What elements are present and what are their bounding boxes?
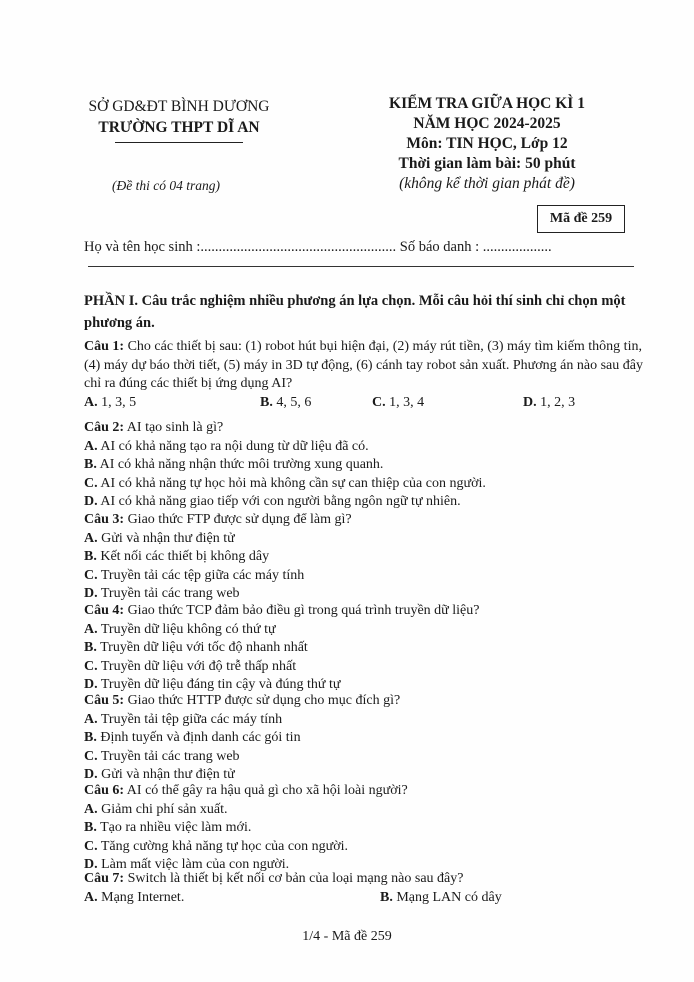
question-number: Câu 2:: [84, 420, 125, 435]
option-d: D. 1, 2, 3: [523, 394, 576, 410]
question-3: [84, 511, 644, 604]
question-7: [84, 870, 644, 908]
student-info-line: Họ và tên học sinh :...................................................... Số báo danh : ...................: [84, 239, 552, 255]
question-stem: AI có thể gây ra hậu quả gì cho xã hội loài người?: [126, 783, 408, 798]
option-b: B. Kết nối các thiết bị không dây: [84, 549, 270, 564]
option-c: C. AI có khả năng tự học hỏi mà không cần sự can thiệp của con người.: [84, 475, 486, 491]
option-a: A. Giảm chi phí sản xuất.: [84, 801, 228, 817]
option-b: B. Truyền dữ liệu với tốc độ nhanh nhất: [84, 640, 308, 655]
option-b: B. Định tuyến và định danh các gói tin: [84, 730, 301, 745]
option-b: B. 4, 5, 6: [260, 394, 312, 410]
option-c: C. 1, 3, 4: [372, 394, 425, 410]
question-stem: Giao thức HTTP được sử dụng cho mục đích gì?: [127, 693, 401, 708]
header-left: [84, 96, 274, 143]
option-d: D. Gửi và nhận thư điện tử: [84, 767, 235, 782]
option-b: B. Mạng LAN có dây: [380, 889, 502, 905]
horizontal-rule: [88, 266, 634, 267]
option-a: A. AI có khả năng tạo ra nội dung từ dữ liệu đã có.: [84, 438, 369, 454]
question-stem: AI tạo sinh là gì?: [126, 420, 224, 435]
page-footer: 1/4 - Mã đề 259: [302, 929, 392, 944]
option-b: B. AI có khả năng nhận thức môi trường xung quanh.: [84, 457, 384, 472]
exam-title: KIỂM TRA GIỮA HỌC KÌ 1: [389, 95, 585, 112]
header-divider: [115, 142, 243, 143]
question-2: [84, 419, 644, 512]
options-row: [84, 889, 644, 908]
question-stem: Cho các thiết bị sau: (1) robot hút bụi hiện đại, (2) máy rút tiền, (3) máy tìm kiếm thông tin, (4) máy dự báo thời tiết, (5) máy in 3D tự động, (6) cánh tay robot sản xuất. Phương án nào sau đây chỉ ra đúng các thiết bị ứng dụng AI?: [84, 339, 643, 391]
question-4: [84, 602, 644, 695]
part-heading: PHẦN I. Câu trắc nghiệm nhiều phương án lựa chọn. Mỗi câu hỏi thí sinh chỉ chọn một phương án.: [84, 293, 626, 331]
question-5: [84, 692, 644, 785]
question-number: Câu 5:: [84, 693, 125, 708]
question-stem: Giao thức FTP được sử dụng để làm gì?: [127, 512, 352, 527]
option-d: D. Làm mất việc làm của con người.: [84, 857, 290, 872]
question-number: Câu 7:: [84, 871, 125, 886]
department-name: SỞ GD&ĐT BÌNH DƯƠNG: [88, 98, 270, 115]
duration-note: (không kể thời gian phát đề): [399, 175, 575, 192]
pages-note: (Đề thi có 04 trang): [112, 178, 220, 193]
option-a: A. 1, 3, 5: [84, 394, 137, 410]
question-stem: Giao thức TCP đảm bảo điều gì trong quá trình truyền dữ liệu?: [127, 603, 480, 618]
option-b: B. Tạo ra nhiều việc làm mới.: [84, 820, 252, 835]
option-c: C. Truyền tải các tệp giữa các máy tính: [84, 567, 305, 583]
question-1: [84, 338, 644, 413]
option-a: A. Truyền dữ liệu không có thứ tự: [84, 621, 276, 637]
school-name: TRƯỜNG THPT DĨ AN: [98, 119, 260, 136]
question-6: [84, 782, 644, 875]
question-number: Câu 1:: [84, 339, 125, 354]
header-right: [372, 94, 602, 194]
option-c: C. Tăng cường khả năng tự học của con người.: [84, 838, 348, 854]
question-stem: Switch là thiết bị kết nối cơ bản của loại mạng nào sau đây?: [127, 871, 464, 886]
option-d: D. Truyền tải các trang web: [84, 586, 240, 601]
option-d: D. AI có khả năng giao tiếp với con người bằng ngôn ngữ tự nhiên.: [84, 494, 461, 509]
duration: Thời gian làm bài: 50 phút: [398, 155, 576, 172]
option-d: D. Truyền dữ liệu đáng tin cậy và đúng thứ tự: [84, 677, 341, 692]
option-c: C. Truyền dữ liệu với độ trễ thấp nhất: [84, 658, 297, 674]
option-a: A. Mạng Internet.: [84, 889, 185, 905]
option-c: C. Truyền tải các trang web: [84, 748, 240, 764]
exam-code-box: Mã đề 259: [537, 205, 625, 233]
school-year: NĂM HỌC 2024-2025: [413, 115, 561, 132]
question-number: Câu 3:: [84, 512, 125, 527]
option-a: A. Gửi và nhận thư điện tử: [84, 530, 235, 546]
subject: Môn: TIN HỌC, Lớp 12: [406, 135, 568, 152]
question-number: Câu 6:: [84, 783, 125, 798]
question-number: Câu 4:: [84, 603, 125, 618]
options-row: [84, 394, 644, 413]
option-a: A. Truyền tải tệp giữa các máy tính: [84, 711, 283, 727]
